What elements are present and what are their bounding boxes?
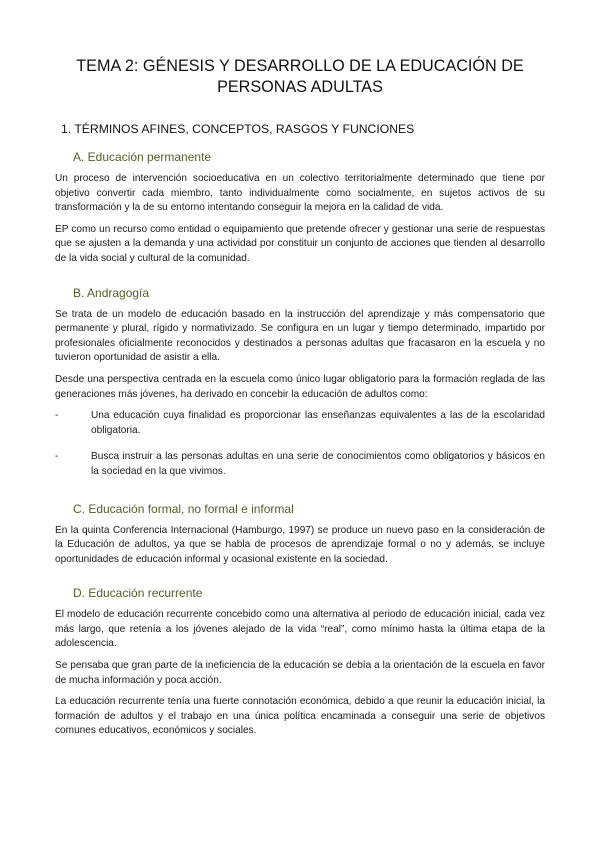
subsection-b-list: [55, 409, 545, 479]
subsection-a-paragraph-2: EP como un recurso como entidad o equipamiento que pretende ofrecer y gestionar una serie de respuestas que se ajusten a la demanda y una actividad por constituir un conjunto de acciones que tienden al desarrollo de la vida social y cultural de la comunidad.: [55, 223, 545, 264]
subsection-a-heading: A. Educación permanente: [73, 150, 212, 164]
list-dash: -: [55, 410, 59, 422]
list-item-text: Una educación cuya finalidad es proporcionar las enseñanzas equivalentes a las de la escolaridad obligatoria.: [91, 410, 545, 436]
subsection-a-paragraph-1: Un proceso de intervención socioeducativa en un colectivo territorialmente determinado que tiene por objetivo convertir cada miembro, tanto individualmente como socialmente, en sujetos activos de su transformación y la de su entorno intentando conseguir la mejora en la calidad de vida.: [55, 173, 545, 214]
title-line-2: PERSONAS ADULTAS: [217, 78, 383, 96]
subsection-b-heading: B. Andragogía: [73, 285, 150, 300]
list-item: [55, 450, 545, 479]
subsection-b-paragraph-2: Desde una perspectiva centrada en la escuela como único lugar obligatorio para la formación reglada de las generaciones más jóvenes, ha derivado en concebir la educación de adultos como:: [55, 373, 545, 400]
section-1-heading: 1. TÉRMINOS AFINES, CONCEPTOS, RASGOS Y FUNCIONES: [61, 122, 415, 136]
subsection-d-paragraph-2: Se pensaba que gran parte de la ineficiencia de la educación se debía a la orientación de la escuela en favor de mucha información y poca acción.: [55, 660, 545, 686]
list-item: [55, 409, 545, 438]
list-item-text: Busca instruir a las personas adultas en una serie de conocimientos como obligatorios y básicos en la sociedad en la que vivimos.: [91, 451, 545, 477]
subsection-d-heading: D. Educación recurrente: [73, 586, 203, 601]
subsection-c-heading: C. Educación formal, no formal e informal: [73, 501, 294, 516]
subsection-c-paragraph-1: En la quinta Conferencia Internacional (Hamburgo, 1997) se produce un nuevo paso en la consideración de la Educación de adultos, ya que se habla de procesos de aprendizaje formal o no y además, se incluye oportunidades de educación informal y ocasional existente en la sociedad.: [55, 524, 545, 565]
title-line-1: TEMA 2: GÉNESIS Y DESARROLLO DE LA EDUCACIÓN DE: [76, 57, 524, 75]
subsection-d-paragraph-3: La educación recurrente tenía una fuerte connotación económica, debido a que reunir la educación inicial, la formación de adultos y el trabajo en una única política encaminada a conseguir una serie de objetivos comunes educativos, económicos y sociales.: [55, 696, 545, 737]
subsection-d-paragraph-1: El modelo de educación recurrente concebido como una alternativa al periodo de educación inicial, cada vez más largo, que retenía a los jóvenes alejado de la vida “real”, como mínimo hasta la última etapa de la adolescencia.: [55, 609, 545, 650]
list-dash: -: [55, 451, 59, 463]
document-title: [55, 56, 545, 98]
subsection-b-paragraph-1: Se trata de un modelo de educación basado en la instrucción del aprendizaje y más compensatorio que permanente y plural, rígido y normativizado. Se configura en un lugar y tiempo determinado, impartido por profesionales oficialmente reconocidos y destinados a personas adultas que fracasaron en la escuela y no tuvieron oportunidad de asistir a ella.: [55, 308, 545, 364]
